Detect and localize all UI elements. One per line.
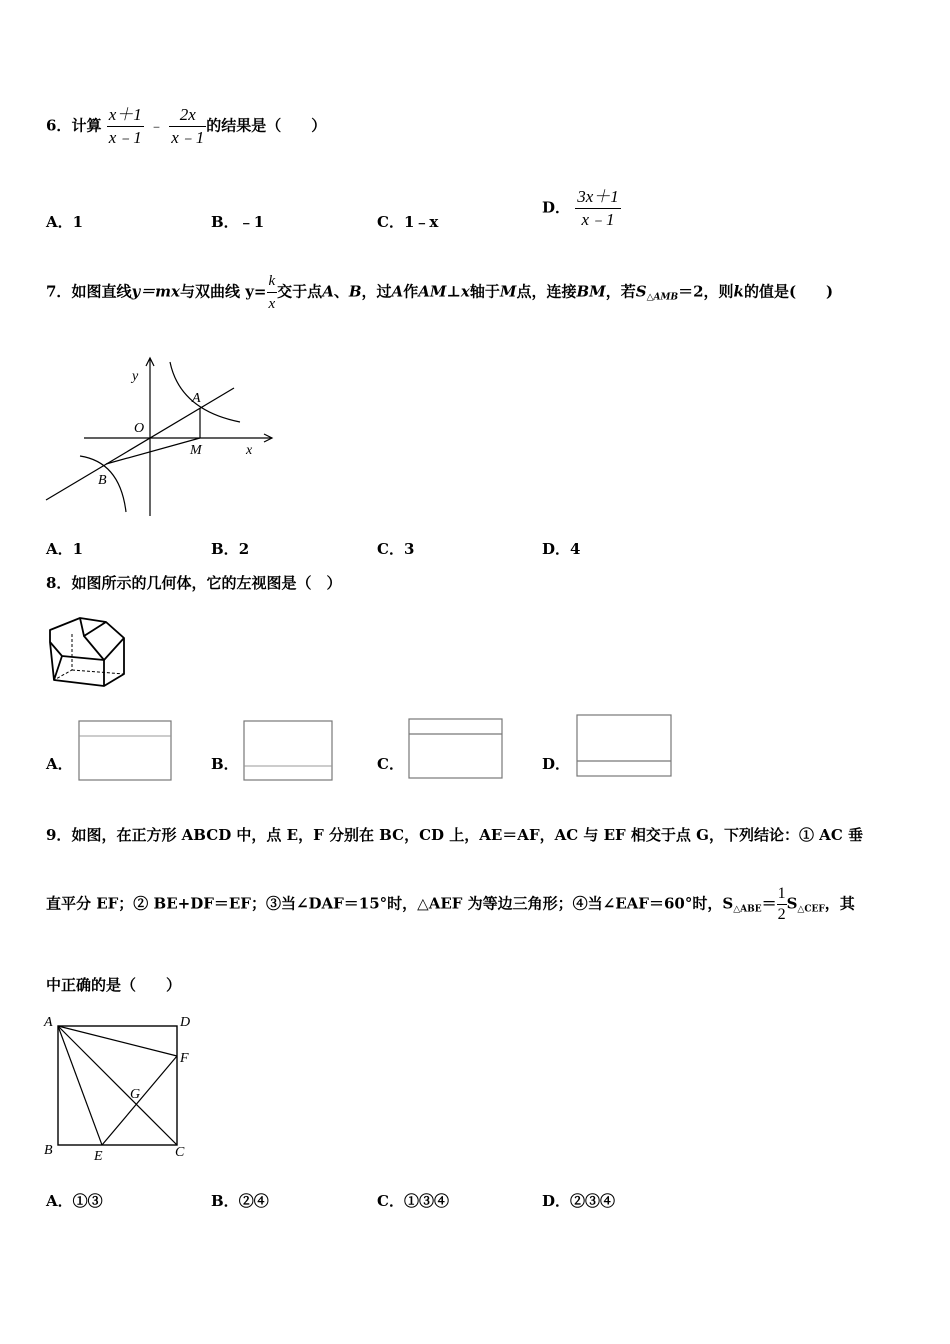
option-label: D． — [542, 1192, 571, 1210]
question-8-number: 8． — [46, 574, 72, 592]
option-text: 1 — [72, 540, 84, 558]
question-8-solid-figure — [44, 612, 128, 688]
line-y-mx — [46, 388, 234, 500]
option-label: C． — [377, 213, 404, 231]
question-8-option-d[interactable] — [542, 753, 570, 774]
option-label: C． — [377, 540, 404, 558]
label-d: D — [180, 1015, 191, 1030]
label-b: B — [44, 1143, 53, 1158]
option-label: B． — [211, 213, 239, 231]
label-b: B — [98, 473, 107, 488]
question-8-option-b[interactable] — [211, 753, 239, 774]
question-9-option-b[interactable] — [211, 1190, 269, 1211]
q7-var: x — [460, 282, 470, 301]
q7-var: k — [733, 282, 744, 301]
q9-area-symbol-1: S — [722, 894, 734, 913]
question-6-fraction-2 — [169, 104, 206, 149]
q7-var: A — [391, 282, 404, 301]
question-6-stem — [46, 104, 326, 149]
label-a: A — [44, 1015, 53, 1030]
option-label: A． — [46, 540, 73, 558]
q7-text: ⊥ — [446, 282, 461, 301]
question-9-square-figure — [40, 1010, 200, 1170]
fraction-2-denominator: x﹣1 — [171, 128, 205, 147]
option-label: C． — [377, 1192, 404, 1210]
option-text: ﹣1 — [238, 213, 265, 231]
question-9-number: 9． — [46, 826, 72, 844]
question-7-option-b[interactable] — [211, 538, 249, 559]
question-7-figure — [40, 350, 280, 520]
option-text: ①③④ — [403, 1192, 449, 1210]
label-c: C — [175, 1145, 185, 1160]
option-label: D． — [542, 198, 571, 217]
option-d-view — [576, 714, 672, 778]
question-9-line-3 — [46, 974, 181, 995]
question-9-line-2 — [46, 884, 855, 925]
fraction-2-numerator: 2x — [169, 104, 206, 127]
question-8-text: 如图所示的几何体，它的左视图是（ ） — [71, 574, 342, 592]
question-9-text-1: 如图，在正方形 ABCD 中，点 E，F 分别在 BC，CD 上，AE＝AF，AC 与 EF 相交于点 G，下列结论：① AC 垂 — [71, 826, 863, 844]
q7-text: 的值是( ) — [743, 282, 834, 301]
question-7-option-c[interactable] — [377, 538, 414, 559]
question-6-prefix: 计算 — [71, 116, 102, 135]
option-d-numerator: 3x＋1 — [575, 186, 621, 209]
q7-frac-denominator: x — [268, 296, 276, 312]
label-a: A — [192, 391, 201, 406]
option-text: 3 — [403, 540, 415, 558]
option-text: ①③ — [72, 1192, 103, 1210]
q7-text: 如图直线 — [71, 282, 132, 301]
q7-var: B — [348, 282, 362, 301]
q7-equation: y＝mx — [131, 282, 180, 301]
option-label: B． — [211, 540, 239, 558]
q7-text: 交于点 — [277, 282, 323, 301]
q7-frac-numerator: k — [267, 270, 278, 293]
option-label: A． — [46, 1192, 73, 1210]
q7-var: M — [499, 282, 517, 301]
q7-fraction — [267, 270, 278, 315]
question-6-option-c[interactable] — [377, 211, 438, 232]
segment-af — [58, 1026, 177, 1056]
option-c-view — [408, 718, 503, 780]
q7-text: 作 — [403, 282, 419, 301]
question-6-option-a[interactable] — [46, 211, 83, 232]
q7-text: ＝2，则 — [678, 282, 734, 301]
q7-var: BM — [576, 282, 606, 301]
option-label: D． — [542, 755, 571, 773]
question-9-line-1 — [46, 824, 863, 845]
question-6-number: 6． — [46, 116, 72, 135]
option-text: ②④ — [238, 1192, 269, 1210]
question-7-stem — [46, 270, 833, 315]
option-text: 4 — [570, 540, 581, 558]
label-o: O — [134, 421, 145, 436]
option-text: 2 — [238, 540, 250, 558]
q7-text: 、 — [333, 282, 349, 301]
q7-text: 与双曲线 y= — [179, 282, 267, 301]
label-x: x — [246, 443, 253, 458]
option-d-denominator: x﹣1 — [581, 210, 615, 229]
q9-area-subscript-1: △ABE — [733, 904, 762, 915]
question-6-suffix: 的结果是（ ） — [206, 116, 327, 135]
segment-ae — [58, 1026, 102, 1145]
segment-bm — [106, 438, 200, 464]
option-label: C． — [377, 755, 404, 773]
q7-text: ，过 — [361, 282, 392, 301]
question-6-fraction-1 — [107, 104, 144, 149]
q9-half-numerator: 1 — [777, 884, 787, 905]
q7-text: 轴于 — [469, 282, 500, 301]
q7-area-subscript: △AMB — [646, 292, 679, 303]
option-label: B． — [211, 1192, 239, 1210]
q9-half-denominator: 2 — [777, 906, 786, 923]
question-7-option-a[interactable] — [46, 538, 83, 559]
question-9-text-3: 中正确的是（ ） — [46, 976, 182, 994]
option-label: B． — [211, 755, 239, 773]
question-9-text-2b: ，其 — [824, 894, 855, 913]
question-9-option-a[interactable] — [46, 1190, 103, 1211]
question-8-option-a[interactable] — [46, 753, 73, 774]
option-a-view — [78, 720, 172, 782]
q9-half-fraction — [777, 884, 787, 925]
option-b-view — [243, 720, 333, 782]
fraction-1-denominator: x﹣1 — [108, 128, 142, 147]
question-6-option-d[interactable] — [542, 186, 621, 231]
option-label: A． — [46, 755, 73, 773]
question-8-option-c[interactable] — [377, 753, 404, 774]
option-text: 1﹣x — [403, 213, 439, 231]
label-y: y — [132, 369, 139, 384]
q7-text: 点，连接 — [516, 282, 577, 301]
question-6-minus: ﹣ — [148, 116, 164, 135]
label-g: G — [130, 1087, 141, 1102]
question-6-option-b[interactable] — [211, 211, 264, 232]
question-7-option-d[interactable] — [542, 538, 580, 559]
q7-var: A — [322, 282, 334, 301]
q9-area-symbol-2: S — [786, 894, 798, 913]
fraction-1-numerator: x＋1 — [107, 104, 144, 127]
hyperbola-branch-1 — [170, 362, 240, 422]
question-9-text-2: 直平分 EF；② BE+DF＝EF；③当∠DAF＝15°时，△AEF 为等边三角形；④当∠EAF＝60°时， — [46, 894, 723, 913]
option-text: 1 — [72, 213, 84, 231]
label-f: F — [180, 1051, 189, 1066]
q7-text: ，若 — [605, 282, 636, 301]
question-9-option-c[interactable] — [377, 1190, 449, 1211]
label-m: M — [190, 443, 202, 458]
option-label: D． — [542, 540, 571, 558]
question-8-stem — [46, 572, 341, 593]
q7-area-symbol: S — [635, 282, 647, 301]
q7-var: AM — [418, 282, 447, 301]
question-9-option-d[interactable] — [542, 1190, 615, 1211]
option-text: ②③④ — [570, 1192, 616, 1210]
question-7-number: 7． — [46, 282, 72, 301]
q9-equals: ＝ — [761, 894, 777, 913]
q9-area-subscript-2: △CEF — [797, 904, 825, 915]
option-d-fraction — [575, 186, 621, 231]
option-label: A． — [46, 213, 73, 231]
label-e: E — [94, 1149, 103, 1164]
